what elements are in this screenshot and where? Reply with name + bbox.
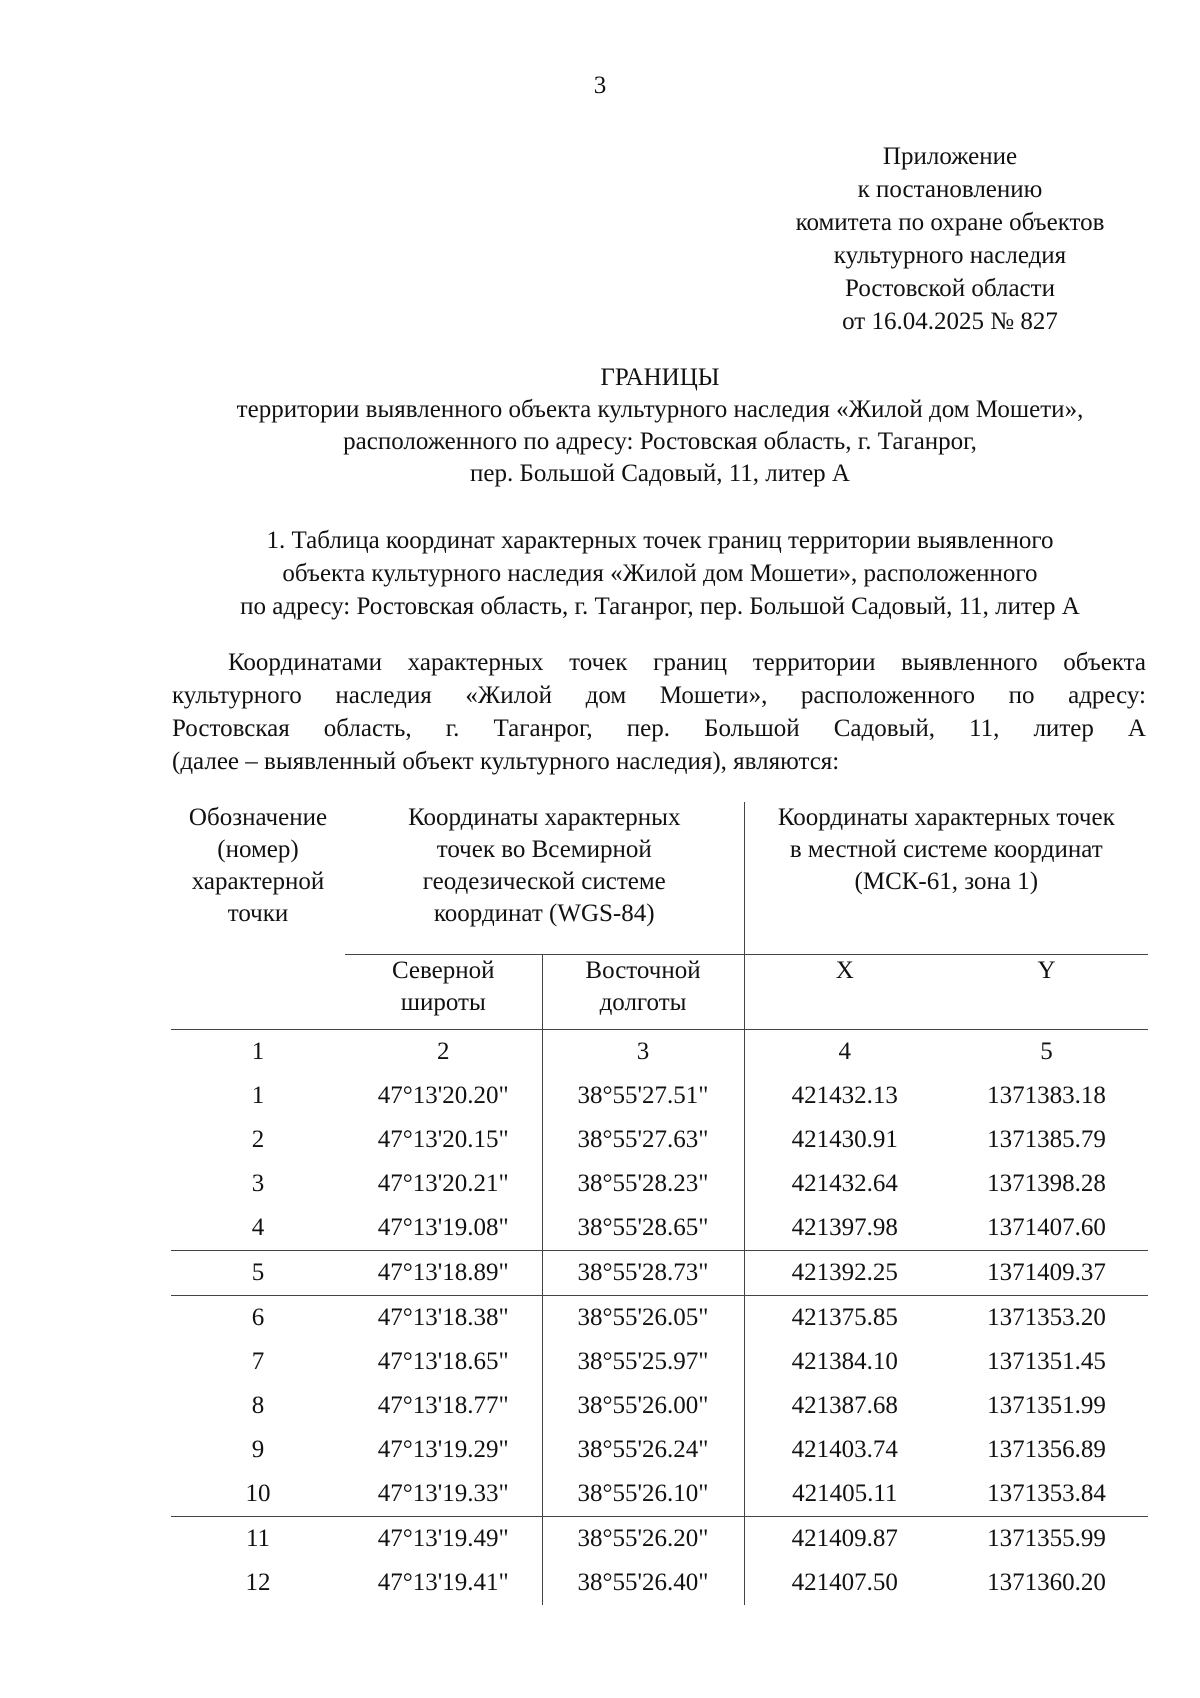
point-number: 11 (171, 1516, 345, 1561)
table-header-row (171, 802, 1148, 954)
header-line: (номер) (217, 836, 299, 863)
msk61-header (744, 802, 1148, 954)
table-row (171, 1472, 1148, 1517)
appendix-line: Приложение (882, 143, 1018, 170)
column-index: 2 (345, 1029, 542, 1074)
point-number: 9 (251, 1435, 265, 1463)
latitude-cell: 47°13'19.33" (377, 1479, 509, 1507)
table-row (171, 1206, 1148, 1251)
header-line: Координаты характерных точек (777, 804, 1115, 831)
title-line: расположенного по адресу: Ростовская область, г. Таганрог, (343, 428, 977, 455)
header-line: (МСК-61, зона 1) (854, 868, 1039, 895)
table-row (171, 1340, 1148, 1384)
appendix-date-number: от 16.04.2025 № 827 (842, 308, 1058, 335)
x-cell: 421403.74 (744, 1428, 945, 1472)
x-cell: 421392.25 (744, 1250, 945, 1295)
point-number: 2 (251, 1125, 265, 1153)
section-title-line: 1. Таблица координат характерных точек границ территории выявленного (266, 527, 1054, 554)
table-body (171, 1074, 1148, 1605)
longitude-cell: 38°55'28.23" (542, 1162, 744, 1206)
y-cell: 1371355.99 (945, 1516, 1148, 1561)
y-cell: 1371356.89 (987, 1435, 1106, 1463)
appendix-block (700, 140, 1200, 338)
title-line: пер. Большой Садовый, 11, литер А (470, 460, 850, 487)
title-heading: ГРАНИЦЫ (600, 364, 720, 391)
point-number: 12 (245, 1568, 271, 1596)
table-row (171, 1162, 1148, 1206)
table-row (171, 1295, 1148, 1340)
longitude-cell: 38°55'26.00" (542, 1384, 744, 1428)
latitude-cell: 47°13'19.41" (377, 1568, 509, 1596)
table-row (171, 1561, 1148, 1605)
table-row (171, 1250, 1148, 1295)
y-cell: 1371351.99 (987, 1391, 1106, 1419)
latitude-cell: 47°13'18.77" (377, 1391, 509, 1419)
longitude-cell: 38°55'26.24" (542, 1428, 744, 1472)
point-number: 5 (171, 1250, 345, 1295)
table-row (171, 1074, 1148, 1118)
latitude-cell: 47°13'18.89" (345, 1250, 542, 1295)
header-line: в местной системе координат (789, 836, 1103, 863)
y-cell: 1371351.45 (987, 1347, 1106, 1375)
header-line: координат (WGS-84) (433, 900, 655, 927)
header-line: Северной (391, 956, 495, 984)
page-number: 3 (593, 72, 607, 99)
point-number: 3 (251, 1169, 265, 1197)
appendix-line: комитета по охране объектов (795, 209, 1105, 236)
intro-paragraph (172, 646, 1146, 778)
header-line: Восточной (585, 956, 701, 984)
y-cell: 1371398.28 (987, 1169, 1106, 1197)
y-cell: 1371409.37 (945, 1250, 1148, 1295)
section-title-line: объекта культурного наследия «Жилой дом Мошети», расположенного (282, 560, 1038, 587)
x-cell: 421397.98 (744, 1206, 945, 1251)
longitude-cell: 38°55'26.40" (542, 1561, 744, 1605)
column-index: 4 (744, 1029, 945, 1074)
y-cell: 1371407.60 (987, 1213, 1106, 1241)
column-index: 5 (945, 1029, 1148, 1074)
point-number-header (171, 802, 345, 1029)
table-row (171, 1118, 1148, 1162)
y-cell: 1371353.84 (987, 1479, 1106, 1507)
x-cell: 421384.10 (744, 1340, 945, 1384)
longitude-cell: 38°55'28.65" (542, 1206, 744, 1251)
longitude-cell: 38°55'28.73" (542, 1250, 744, 1295)
table-row (171, 1428, 1148, 1472)
section-title (0, 524, 1200, 623)
appendix-line: культурного наследия (833, 242, 1067, 269)
x-cell: 421430.91 (744, 1118, 945, 1162)
x-cell: 421432.64 (744, 1162, 945, 1206)
header-line: точек во Всемирной (436, 836, 652, 863)
header-line: долготы (599, 988, 687, 1016)
section-title-line: по адресу: Ростовская область, г. Таганрог, пер. Большой Садовый, 11, литер А (240, 593, 1080, 620)
longitude-cell: 38°55'27.63" (542, 1118, 744, 1162)
y-header: Y (945, 954, 1148, 1029)
point-number: 7 (251, 1347, 265, 1375)
latitude-cell: 47°13'19.08" (377, 1213, 509, 1241)
latitude-cell: 47°13'18.38" (345, 1295, 542, 1340)
title-line: территории выявленного объекта культурного наследия «Жилой дом Мошети», (236, 396, 1084, 423)
x-cell: 421432.13 (744, 1074, 945, 1118)
point-number: 6 (171, 1295, 345, 1340)
header-line: Обозначение (188, 804, 328, 831)
intro-line: Ростовская область, г. Таганрог, пер. Большой Садовый, 11, литер А (172, 715, 1146, 742)
latitude-cell: 47°13'20.15" (377, 1125, 509, 1153)
header-line: широты (400, 988, 486, 1016)
intro-line: культурного наследия «Жилой дом Мошети», расположенного по адресу: (172, 682, 1146, 709)
point-number: 1 (251, 1081, 265, 1109)
longitude-cell: 38°55'27.51" (542, 1074, 744, 1118)
x-cell: 421405.11 (744, 1472, 945, 1517)
intro-line: (далее – выявленный объект культурного наследия), являются: (172, 748, 840, 775)
longitude-cell: 38°55'26.20" (542, 1516, 744, 1561)
x-cell: 421375.85 (744, 1295, 945, 1340)
appendix-line: Ростовской области (845, 275, 1055, 302)
table-row (171, 1516, 1148, 1561)
north-latitude-header (345, 954, 542, 1029)
header-line: геодезической системе (422, 868, 666, 895)
x-cell: 421407.50 (744, 1561, 945, 1605)
latitude-cell: 47°13'18.65" (377, 1347, 509, 1375)
y-cell: 1371353.20 (945, 1295, 1148, 1340)
point-number: 10 (245, 1479, 271, 1507)
x-cell: 421387.68 (744, 1384, 945, 1428)
latitude-cell: 47°13'20.21" (377, 1169, 509, 1197)
y-cell: 1371385.79 (987, 1125, 1106, 1153)
coordinates-table (171, 802, 1148, 1605)
latitude-cell: 47°13'19.49" (345, 1516, 542, 1561)
appendix-line: к постановлению (857, 176, 1043, 203)
longitude-cell: 38°55'26.10" (542, 1472, 744, 1517)
header-line: точки (227, 900, 289, 927)
latitude-cell: 47°13'19.29" (377, 1435, 509, 1463)
column-index: 1 (171, 1029, 345, 1074)
column-index: 3 (542, 1029, 744, 1074)
x-cell: 421409.87 (744, 1516, 945, 1561)
wgs84-header (345, 802, 744, 954)
x-header: X (744, 954, 945, 1029)
y-cell: 1371360.20 (987, 1568, 1106, 1596)
point-number: 8 (251, 1391, 265, 1419)
point-number: 4 (251, 1213, 265, 1241)
table-row (171, 1384, 1148, 1428)
y-cell: 1371383.18 (987, 1081, 1106, 1109)
east-longitude-header (542, 954, 744, 1029)
intro-line: Координатами характерных точек границ территории выявленного объекта (228, 649, 1146, 676)
header-line: Координаты характерных (408, 804, 681, 831)
header-line: характерной (191, 868, 325, 895)
longitude-cell: 38°55'25.97" (542, 1340, 744, 1384)
latitude-cell: 47°13'20.20" (377, 1081, 509, 1109)
longitude-cell: 38°55'26.05" (542, 1295, 744, 1340)
column-index-row (171, 1029, 1148, 1074)
document-title (0, 362, 1200, 490)
